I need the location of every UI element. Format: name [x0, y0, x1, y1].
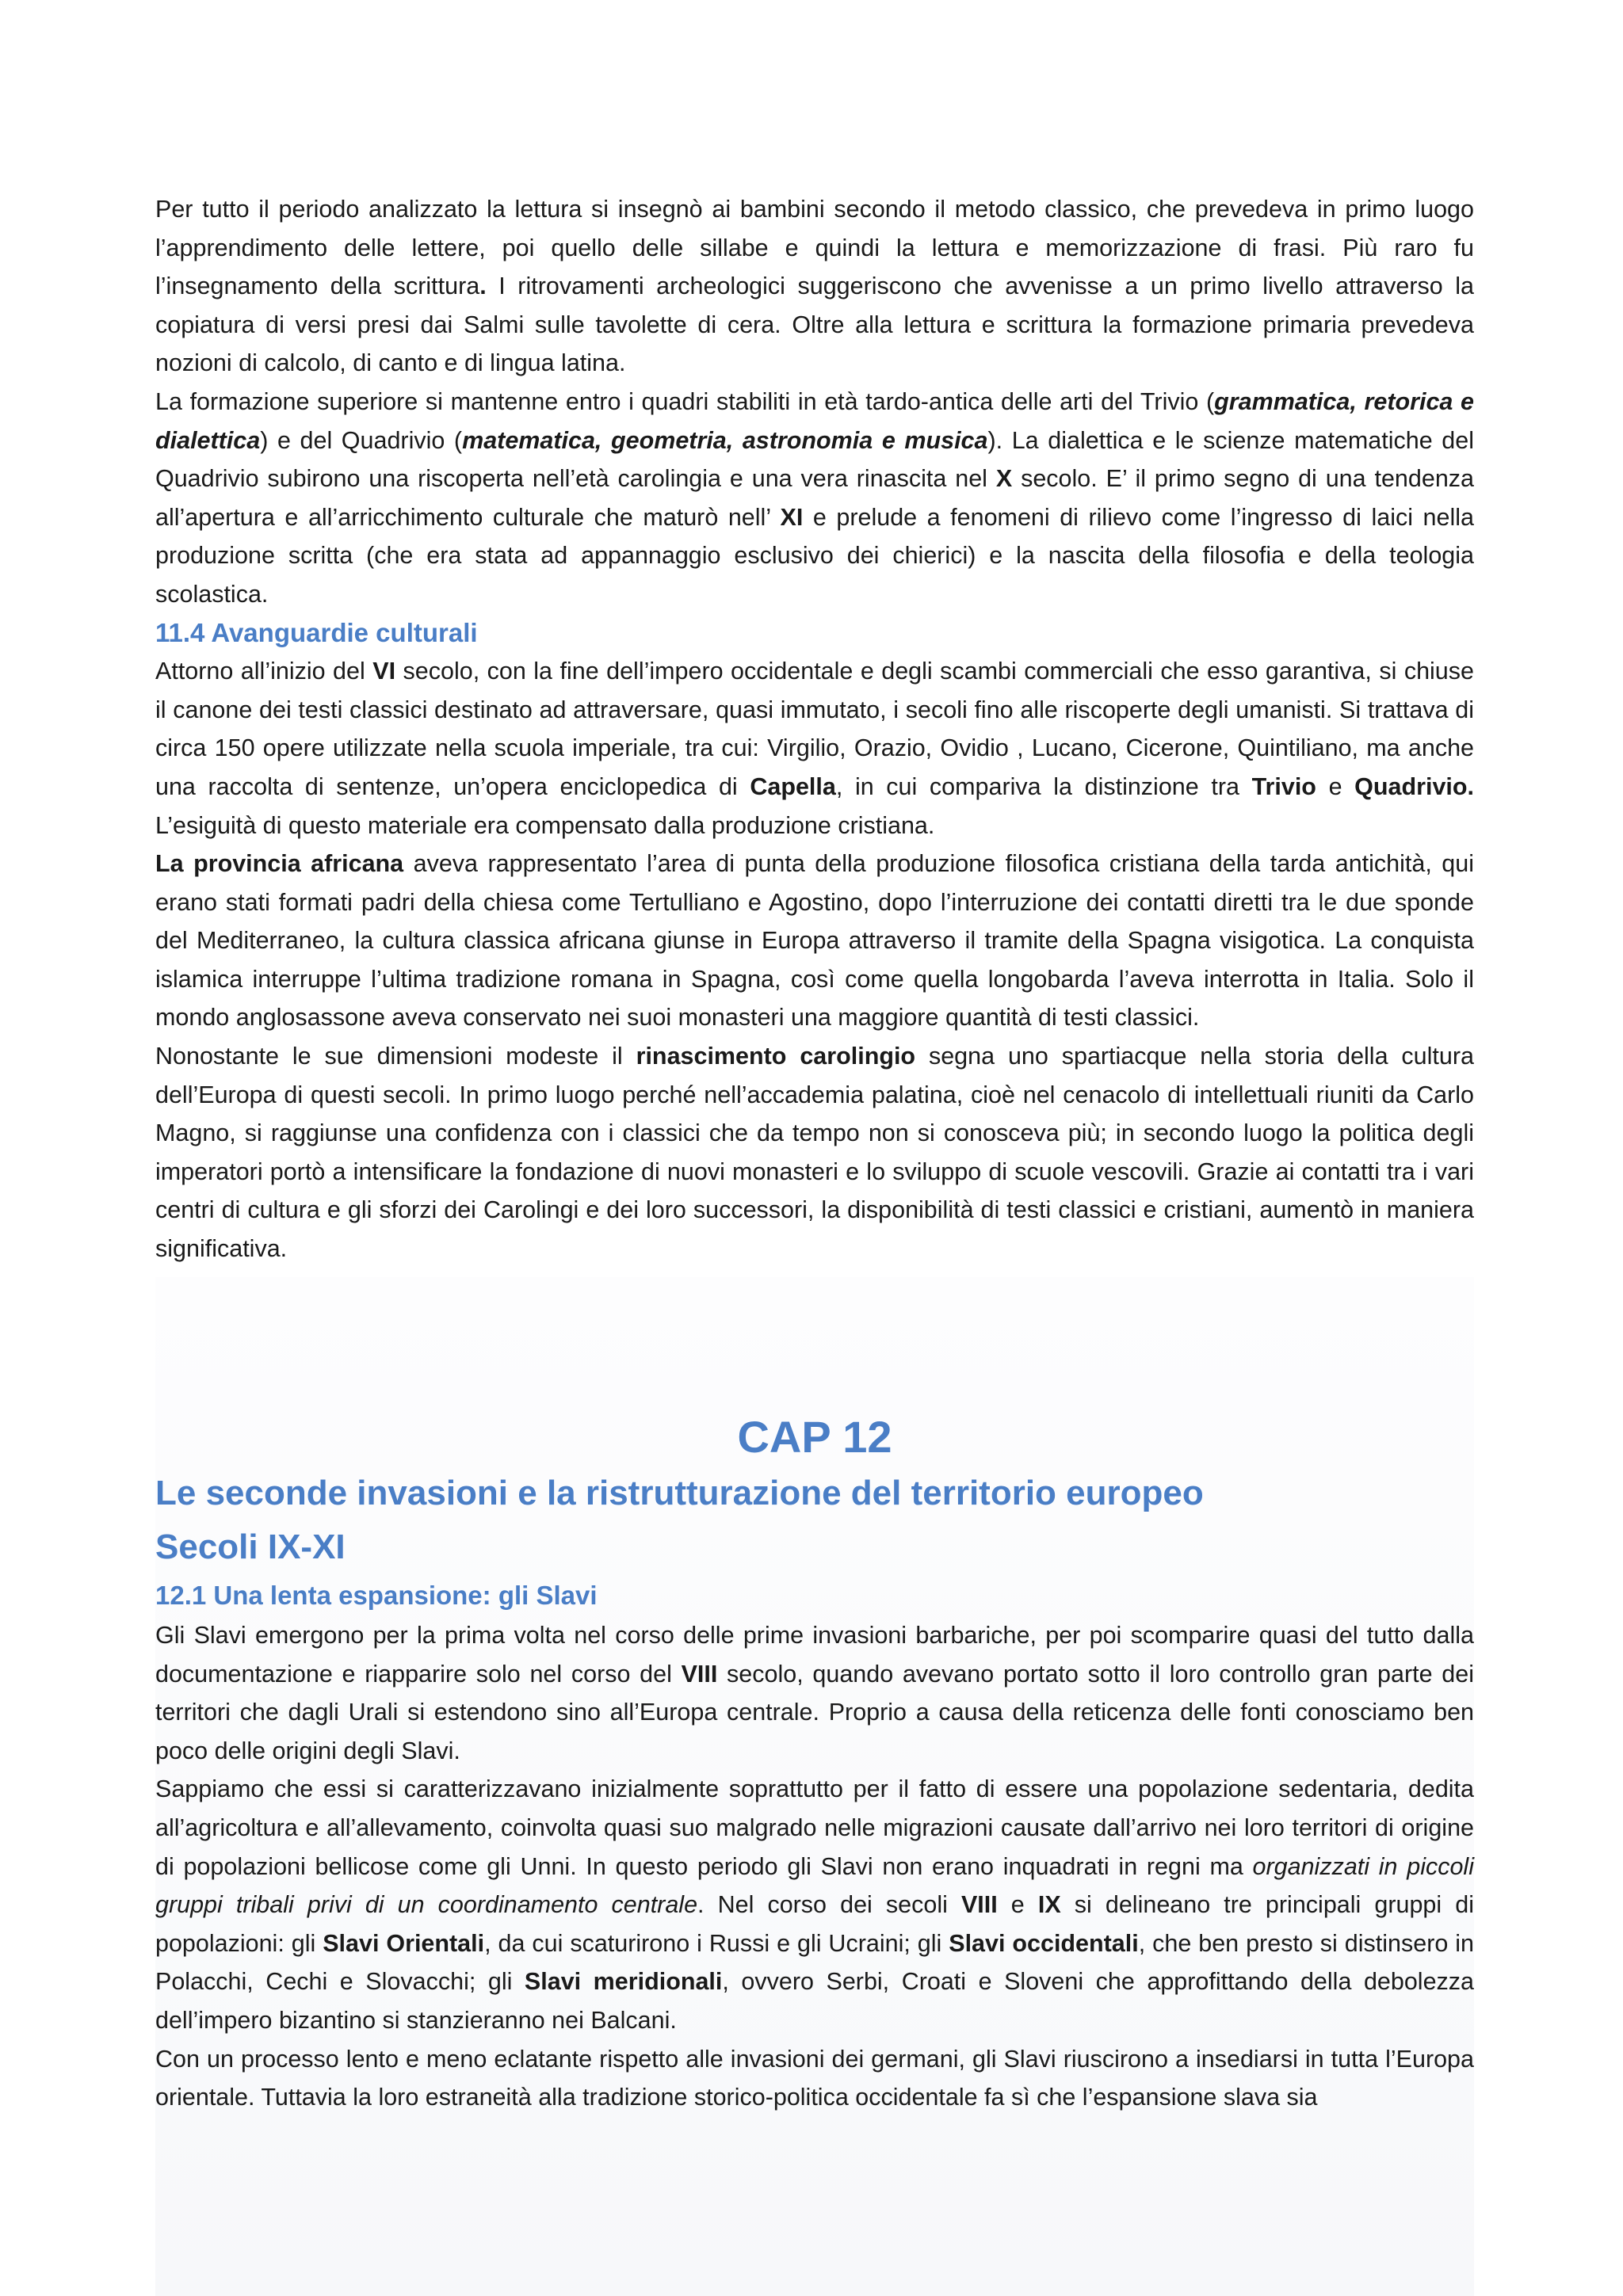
- text-run: e: [1316, 772, 1355, 800]
- section-11-3-continued: [155, 190, 1474, 1268]
- text-run: e: [997, 1891, 1038, 1919]
- text-run: secolo, quando avevano portato sotto il loro controllo gran parte dei territori che dagli Urali si estendono sino all’Europa centrale. Proprio a causa della reticenza delle fonti conosciamo ben poco delle origini degli Slavi.: [155, 1660, 1474, 1764]
- bold-text: X: [995, 465, 1013, 493]
- paragraph: [155, 2040, 1474, 2117]
- chapter-12: [155, 1407, 1474, 2117]
- text-run: I ritrovamenti archeologici suggeriscono che avvenisse a un primo livello attraverso la copiatura di versi presi dai Salmi sulle tavolette di cera. Oltre alla lettura e scrittura la formazione primaria prevedeva nozioni di calcolo, di canto e di lingua latina.: [155, 273, 1475, 377]
- bold-text: Slavi meridionali: [524, 1968, 723, 1996]
- text-run: secolo. E’ il primo segno di una tendenza all’apertura e all’arricchimento culturale che maturò nell’: [155, 465, 1474, 531]
- chapter-title: Le seconde invasioni e la ristrutturazione del territorio europeo: [155, 1474, 1204, 1512]
- bold-text: VIII: [681, 1660, 718, 1688]
- bold-text: Capella: [750, 772, 836, 800]
- text-run: ). La dialettica e le scienze matematiche del Quadrivio subirono una riscoperta nell’età carolingia e una vera rinascita nel: [155, 426, 1474, 493]
- bold-text: La provincia africana: [155, 850, 404, 878]
- paragraph: [155, 652, 1474, 845]
- bold-text: VIII: [960, 1891, 998, 1919]
- text-run: Per tutto il periodo analizzato la lettura si insegnò ai bambini secondo il metodo classico, che prevedeva in primo luogo l’apprendimento delle lettere, poi quello delle sillabe e quindi la lettura e memorizzazione di frasi. Più raro fu l’insegnamento della scrittura: [155, 196, 1474, 300]
- text-run: segna uno spartiacque nella storia della cultura dell’Europa di questi secoli. In primo luogo perché nell’accademia palatina, cioè nel cenacolo di intellettuali riuniti da Carlo Magno, si raggiunse una confidenza con i classici che da tempo non si conosceva più; in secondo luogo la politica degli imperatori portò a intensificare la fondazione di nuovi monasteri e lo sviluppo di scuole vescovili. Grazie ai contatti tra i vari centri di cultura e gli sforzi dei Carolingi e dei loro successori, la disponibilità di testi classici e cristiani, aumentò in maniera significativa.: [155, 1043, 1474, 1263]
- bold-text: Slavi Orientali: [323, 1929, 485, 1957]
- paragraph: [155, 383, 1474, 614]
- bold-italic-text: [462, 427, 987, 454]
- text-run: , in cui compariva la distinzione tra: [835, 772, 1252, 800]
- text-run: si delineano tre principali gruppi di popolazioni: gli: [155, 1891, 1474, 1957]
- bold-text: Trivio: [1251, 772, 1316, 800]
- text-run: ) e del Quadrivio (: [260, 426, 463, 454]
- section-heading-12-1: 12.1 Una lenta espansione: gli Slavi: [155, 1581, 598, 1610]
- paragraph: [155, 845, 1474, 1037]
- bold-text: VI: [372, 658, 396, 685]
- text-run: La formazione superiore si mantenne entro i quadri stabiliti in età tardo-antica delle arti del Trivio (: [155, 387, 1215, 415]
- text-run: aveva rappresentato l’area di punta della produzione filosofica cristiana della tarda antichità, qui erano stati formati padri della chiesa come Tertulliano e Agostino, dopo l’interruzione dei contatti diretti tra le due sponde del Mediterraneo, la cultura classica africana giunse in Europa attraverso il tramite della Spagna visigotica. La conquista islamica interruppe l’ultima tradizione romana in Spagna, così come quella longobarda l’aveva interrotta in Italia. Solo il mondo anglosassone aveva conservato nei suoi monasteri una maggiore quantità di testi classici.: [155, 850, 1474, 1032]
- text-run: , che ben presto si distinsero in Polacchi, Cechi e Slovacchi; gli: [155, 1929, 1474, 1996]
- paragraph: [155, 1616, 1474, 1770]
- italic-text: grammatica, retorica e dialettica: [155, 387, 1474, 454]
- text-run: Attorno all’inizio del: [155, 658, 373, 685]
- text-run: Gli Slavi emergono per la prima volta nel corso delle prime invasioni barbariche, per poi scomparire quasi del tutto dalla documentazione e riapparire solo nel corso del: [155, 1622, 1474, 1688]
- chapter-number: CAP 12: [737, 1412, 892, 1462]
- text-run: Nonostante le sue dimensioni modeste il: [155, 1043, 636, 1070]
- bold-text: XI: [780, 503, 804, 531]
- bold-text: .: [479, 273, 487, 300]
- text-run: Sappiamo che essi si caratterizzavano inizialmente soprattutto per il fatto di essere una popolazione sedentaria, dedita all’agricoltura e all’allevamento, coinvolta quasi suo malgrado nelle migrazioni causate dall’arrivo nei loro territori di origine di popolazioni bellicose come gli Unni. In questo periodo gli Slavi non erano inquadrati in regni ma: [155, 1775, 1474, 1880]
- chapter-subtitle: Secoli IX-XI: [155, 1527, 346, 1566]
- italic-text: matematica, geometria, astronomia e musica: [462, 426, 988, 454]
- text-run: secolo, con la fine dell’impero occidentale e degli scambi commerciali che esso garantiva, si chiuse il canone dei testi classici destinato ad attraversare, quasi immutato, i secoli fino alle riscoperte degli umanisti. Si trattava di circa 150 opere utilizzate nella scuola imperiale, tra cui: Virgilio, Orazio, Ovidio , Lucano, Cicerone, Quintiliano, ma anche una raccolta di sentenze, un’opera enciclopedica di: [155, 658, 1474, 800]
- italic-text: organizzati in piccoli gruppi tribali privi di un coordinamento centrale: [155, 1852, 1474, 1919]
- text-run: L’esiguità di questo materiale era compensato dalla produzione cristiana.: [155, 811, 935, 839]
- section-heading-11-4: 11.4 Avanguardie culturali: [155, 617, 478, 647]
- text-run: , da cui scaturirono i Russi e gli Ucraini; gli: [484, 1929, 949, 1957]
- text-run: e prelude a fenomeni di rilievo come l’ingresso di laici nella produzione scritta (che era stata ad appannaggio esclusivo dei chierici) e la nascita della filosofia e della teologia scolastica.: [155, 503, 1474, 608]
- bold-text: IX: [1037, 1891, 1061, 1919]
- text-run: Con un processo lento e meno eclatante rispetto alle invasioni dei germani, gli Slavi riuscirono a insediarsi in tutta l’Europa orientale. Tuttavia la loro estraneità alla tradizione storico-politica occidentale fa sì che l’espansione slava sia: [155, 2045, 1474, 2111]
- paragraph: [155, 1770, 1474, 2039]
- bold-text: rinascimento carolingio: [636, 1043, 916, 1070]
- text-run: , ovvero Serbi, Croati e Sloveni che approfittando della debolezza dell’impero bizantino si stanzieranno nei Balcani.: [155, 1968, 1474, 2034]
- bold-text: Quadrivio.: [1354, 772, 1474, 800]
- paragraph: [155, 1037, 1474, 1268]
- paragraph: [155, 190, 1474, 383]
- bold-text: Slavi occidentali: [949, 1929, 1139, 1957]
- text-run: . Nel corso dei secoli: [697, 1891, 961, 1919]
